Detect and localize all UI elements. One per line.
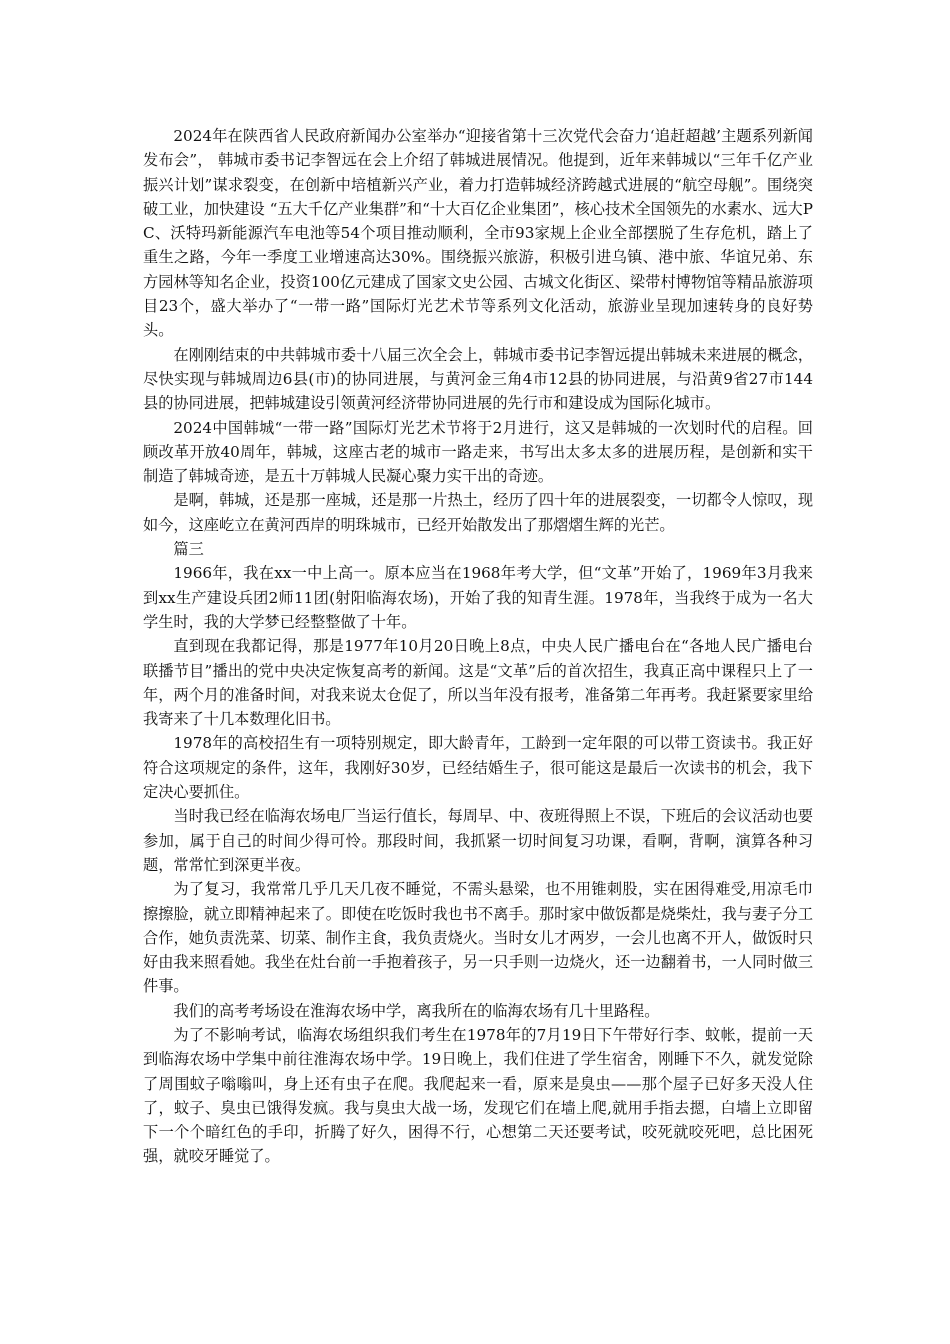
paragraph-exam-news: 直到现在我都记得，那是1977年10月20日晚上8点，中央人民广播电台在“各地人民广播电台联播节目”播出的党中央决定恢复高考的新闻。这是“文革”后的首次招生，我真正高中课程只上了一年，两个月的准备时间，对我来说太仓促了，所以当年没有报考，准备第二年再考。我赶紧要家里给我寄来了十几本数理化旧书。 xyxy=(143,637,813,729)
paragraph-exam-venue: 我们的高考考场设在淮海农场中学，离我所在的临海农场有几十里路程。 xyxy=(173,1001,660,1020)
paragraph-work-and-study: 当时我已经在临海农场电厂当运行值长，每周早、中、夜班得照上不误，下班后的会议活动也要参加，属于自己的时间少得可怜。那段时间，我抓紧一切时间复习功课，看啊，背啊，演算各种习题，常常忙到深更半夜。 xyxy=(143,807,813,874)
paragraph-hancheng-press-conference: 2024年在陕西省人民政府新闻办公室举办“迎接省第十三次党代会奋力‘追赶超越’主题系列新闻发布会”， 韩城市委书记李智远在会上介绍了韩城进展情况。他提到，近年来韩城以“三年千亿产业振兴计划”谋求裂变，在创新中培植新兴产业，着力打造韩城经济跨越式进展的“航空母舰”。围绕突破工业，加快建设 “五大千亿产业集群”和“十大百亿企业集团”，核心技术全国领先的水素水、远大PC、沃特玛新能源汽车电池等54个项目推动顺利，全市93家规上企业全部摆脱了生存危机，踏上了重生之路，今年一季度工业增速高达30%。围绕振兴旅游，积极引进乌镇、港中旅、华谊兄弟、东方园林等知名企业，投资100亿元建成了国家文史公园、古城文化街区、梁带村博物馆等精品旅游项目23个，盛大举办了“一带一路”国际灯光艺术节等系列文化活动，旅游业呈现加速转身的良好势头。 xyxy=(143,127,813,340)
paragraph-night-before-exam: 为了不影响考试，临海农场组织我们考生在1978年的7月19日下午带好行李、蚊帐，提前一天到临海农场中学集中前往淮海农场中学。19日晚上，我们住进了学生宿舍，刚睡下不久，就发觉除了周围蚊子嗡嗡叫，身上还有虫子在爬。我爬起来一看，原来是臭虫——那个屋子已好多天没人住了，蚊子、臭虫已饿得发疯。我与臭虫大战一场，发现它们在墙上爬,就用手指去摁，白墙上立即留下一个个暗红色的手印，折腾了好久，困得不行，心想第二天还要考试，咬死就咬死吧，总比困死强，就咬牙睡觉了。 xyxy=(143,1025,813,1166)
section-heading-part-three: 篇三 xyxy=(173,540,204,559)
paragraph-pearl-city: 是啊，韩城，还是那一座城，还是那一片热土，经历了四十年的进展裂变，一切都令人惊叹，现如今，这座屹立在黄河西岸的明珠城市，已经开始散发出了那熠熠生辉的光芒。 xyxy=(143,491,813,534)
paragraph-educated-youth: 1966年，我在xx一中上高一。原本应当在1968年考大学，但“文革”开始了，1969年3月我来到xx生产建设兵团2师11团(射阳临海农场)，开始了我的知青生涯。1978年，当我终于成为一名大学生时，我的大学梦已经整整做了十年。 xyxy=(143,564,813,631)
paragraph-admission-rule: 1978年的高校招生有一项特别规定，即大龄青年，工龄到一定年限的可以带工资读书。我正好符合这项规定的条件，这年，我刚好30岁，已经结婚生子，很可能这是最后一次读书的机会，我下定决心要抓住。 xyxy=(143,734,813,802)
document-body xyxy=(143,124,813,1169)
paragraph-lantern-festival: 2024中国韩城“一带一路”国际灯光艺术节将于2月进行，这又是韩城的一次划时代的启程。回顾改革开放40周年，韩城，这座古老的城市一路走来，书写出太多太多的进展历程，是创新和实干制造了韩城奇迹，是五十万韩城人民凝心聚力实干出的奇迹。 xyxy=(143,418,813,486)
paragraph-review-at-home: 为了复习，我常常几乎几天几夜不睡觉，不需头悬梁，也不用锥刺股，实在困得难受,用凉毛巾擦擦脸，就立即精神起来了。即使在吃饭时我也书不离手。那时家中做饭都是烧柴灶，我与妻子分工合作，她负责洗菜、切菜、制作主食，我负责烧火。当时女儿才两岁，一会儿也离不开人，做饭时只好由我来照看她。我坐在灶台前一手抱着孩子，另一只手则一边烧火，还一边翻着书，一人同时做三件事。 xyxy=(143,880,813,996)
paragraph-coordinated-development: 在刚刚结束的中共韩城市委十八届三次全会上，韩城市委书记李智远提出韩城未来进展的概念，尽快实现与韩城周边6县(市)的协同进展，与黄河金三角4市12县的协同进展，与沿黄9省27市144县的协同进展，把韩城建设引领黄河经济带协同进展的先行市和建设成为国际化城市。 xyxy=(143,345,813,413)
